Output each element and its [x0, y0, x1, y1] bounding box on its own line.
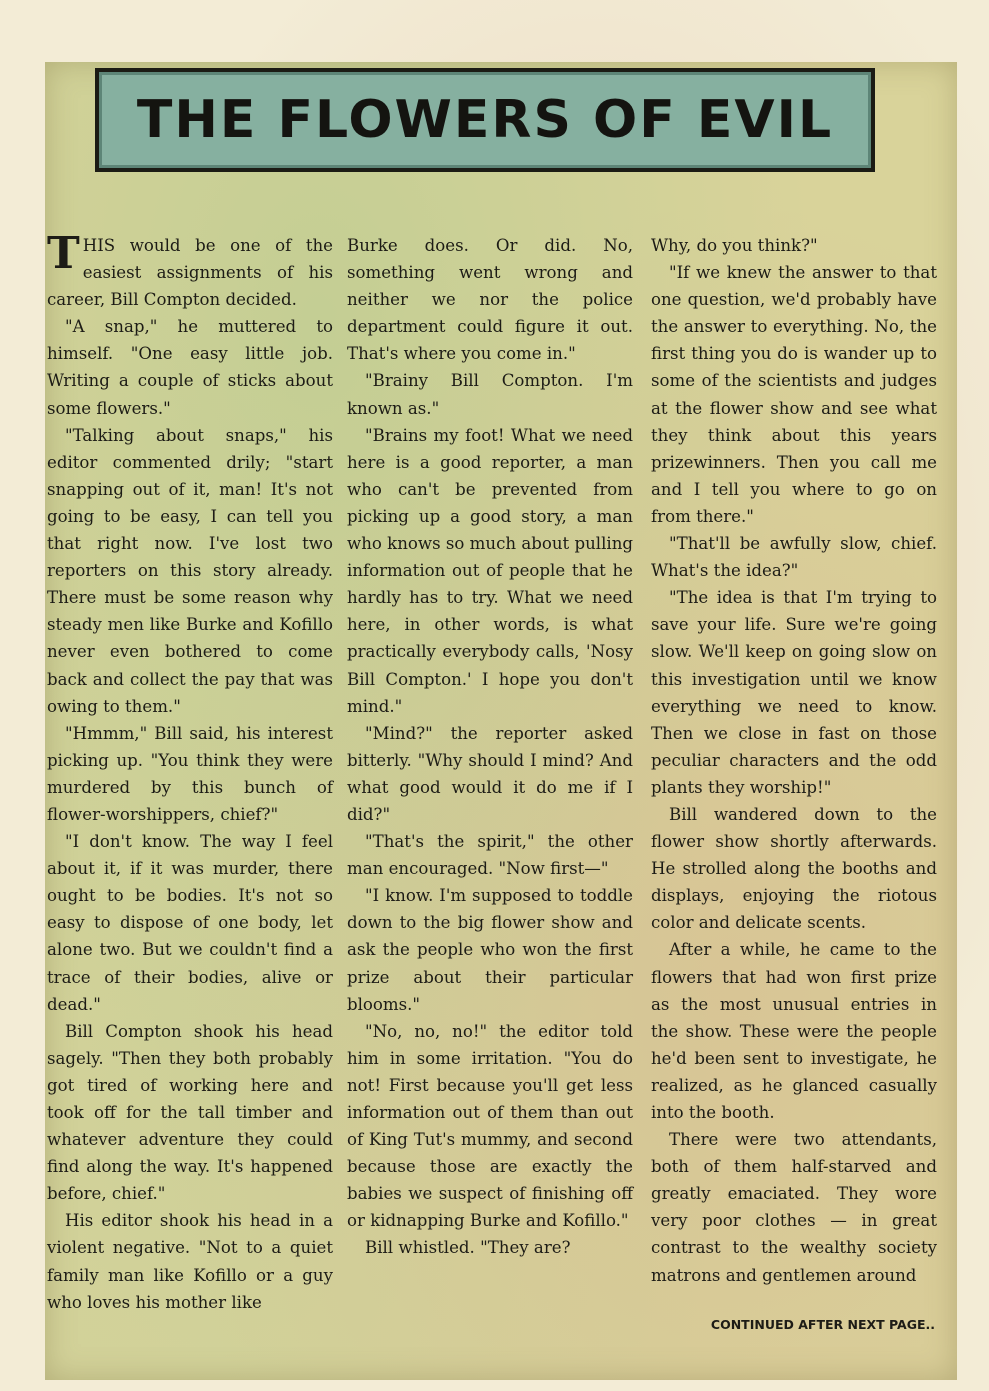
text-column-1: [47, 228, 333, 1312]
continued-notice: CONTINUED AFTER NEXT PAGE..: [710, 1317, 935, 1332]
paragraph: "Brainy Bill Compton. I'm known as.": [347, 371, 633, 418]
drop-cap: T: [47, 228, 80, 279]
text-column-2: [347, 232, 633, 1312]
paragraph: There were two attendants, both of them half-starved and greatly emaciated. They wore very poor clothes — in great contrast to the wealthy society matrons and gentlemen around: [651, 1130, 937, 1285]
paragraph: "Hmmm," Bill said, his interest picking up. "You think they were murdered by this bunch of flower-worshippers, chief?": [47, 723, 333, 824]
paragraph: "Talking about snaps," his editor commented drily; "start snapping out of it, man! It's not going to be easy, I can tell you that right now. I've lost two reporters on this story already. There must be some reason why steady men like Burke and Kofillo never even bothered to come back and collect the pay that was owing to them.": [47, 425, 333, 716]
paragraph: His editor shook his head in a violent negative. "Not to a quiet family man like Kofillo or a guy who loves his mother like: [47, 1211, 333, 1312]
paragraph: "If we knew the answer to that one question, we'd probably have the answer to everything. No, the first thing you do is wander up to some of the scientists and judges at the flower show and see what they think about this years prizewinners. Then you call me and I tell you where to go on from there.": [651, 263, 937, 526]
paragraph: "I know. I'm supposed to toddle down to the big flower show and ask the people who won the first prize about their particular blooms.": [347, 886, 633, 1014]
paragraph: Burke does. Or did. No, something went wrong and neither we nor the police department could figure it out. That's where you come in.": [347, 236, 633, 364]
paragraph: "That's the spirit," the other man encouraged. "Now first—": [347, 832, 633, 879]
text-column-3: [651, 232, 937, 1312]
story-title: THE FLOWERS OF EVIL: [136, 90, 834, 150]
paragraph: Bill Compton shook his head sagely. "Then they both probably got tired of working here and took off for the tall timber and whatever adventure they could find along the way. It's happened before, chief.": [47, 1021, 333, 1204]
paragraph: Bill wandered down to the flower show shortly afterwards. He strolled along the booths and displays, enjoying the riotous color and delicate scents.: [651, 804, 937, 933]
paragraph-text: HIS would be one of the easiest assignments of his career, Bill Compton decided.: [47, 236, 333, 310]
paragraph: Why, do you think?": [651, 236, 818, 255]
paragraph: "I don't know. The way I feel about it, if it was murder, there ought to be bodies. It's not so easy to dispose of one body, let alone two. But we couldn't find a trace of their bodies, alive or dead.": [47, 832, 333, 1014]
paragraph: Bill whistled. "They are?: [365, 1238, 571, 1258]
paragraph: "The idea is that I'm trying to save your life. Sure we're going slow. We'll keep on going slow on this investigation until we know everything we need to know. Then we close in fast on those peculiar characters and the odd plants they worship!": [651, 588, 937, 797]
title-banner: [95, 68, 875, 172]
paragraph: "No, no, no!" the editor told him in some irritation. "You do not! First because you'll get less information out of them than out of King Tut's mummy, and second because those are exactly the babies we suspect of finishing off or kidnapping Burke and Kofillo.": [347, 1021, 633, 1231]
paragraph: "Brains my foot! What we need here is a good reporter, a man who can't be prevented from picking up a good story, a man who knows so much about pulling information out of people that he hardly has to try. What we need here, in other words, is what practically everybody calls, 'Nosy Bill Compton.' I hope you don't mind.": [347, 425, 634, 716]
paragraph: "Mind?" the reporter asked bitterly. "Why should I mind? And what good would it do me if I did?": [347, 723, 633, 824]
paragraph: "That'll be awfully slow, chief. What's the idea?": [651, 534, 937, 581]
paragraph: "A snap," he muttered to himself. "One easy little job. Writing a couple of sticks about some flowers.": [47, 317, 333, 418]
paragraph: [47, 228, 333, 313]
paragraph: After a while, he came to the flowers that had won first prize as the most unusual entries in the show. These were the people he'd been sent to investigate, he realized, as he glanced casually into the booth.: [651, 940, 937, 1122]
